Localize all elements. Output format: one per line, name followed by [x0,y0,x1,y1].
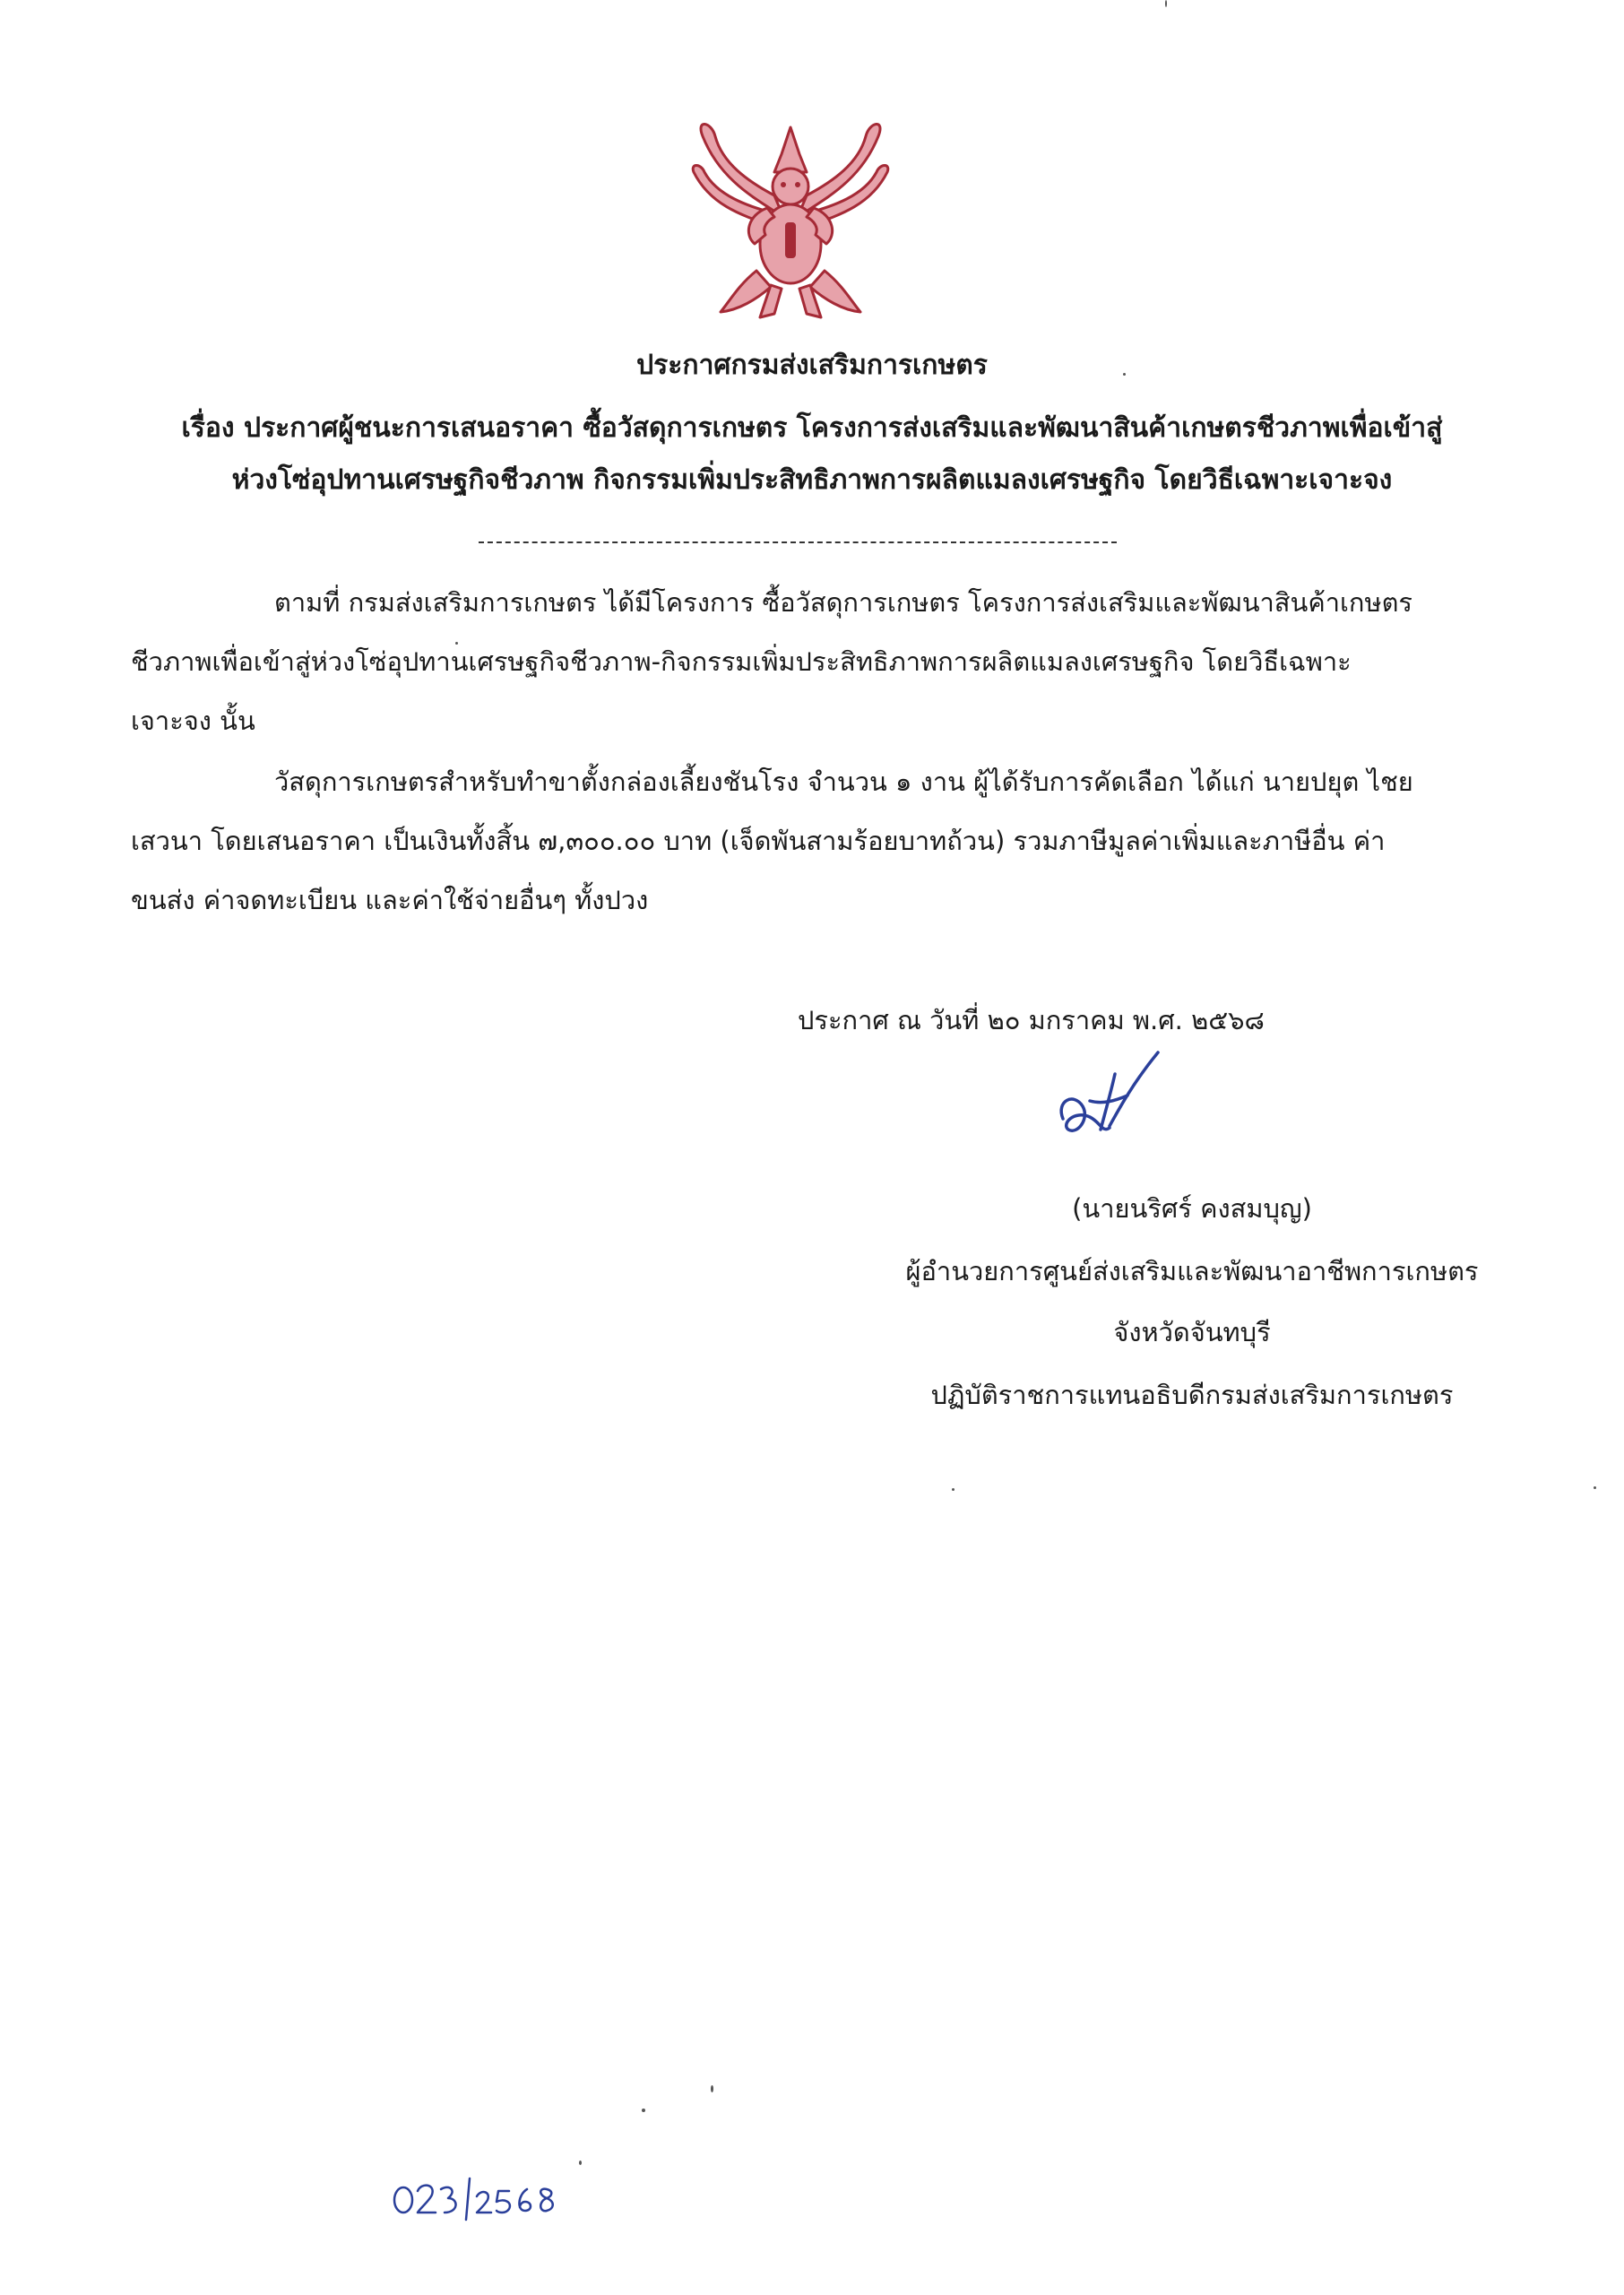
announcement-date: ประกาศ ณ วันที่ ๒๐ มกราคม พ.ศ. ๒๕๖๘ [798,1005,1265,1035]
scan-speck [579,2161,582,2165]
signatory-position-3: ปฏิบัติราชการแทนอธิบดีกรมส่งเสริมการเกษตร [930,1380,1454,1410]
scan-speck [711,2085,713,2092]
para1-line2: ชีวภาพเพื่อเข้าสู่ห่วงโซ่อุปทานเศรษฐกิจชีวภาพ-กิจกรรมเพิ่มประสิทธิภาพการผลิตแมลงเศรษฐกิจ โดยวิธีเฉพาะ [131,646,1352,677]
para1-line1: ตามที่ กรมส่งเสริมการเกษตร ได้มีโครงการ ซื้อวัสดุการเกษตร โครงการส่งเสริมและพัฒนาสินค้าเกษตร [274,587,1413,618]
header-divider [479,541,1117,543]
para2-line2: เสวนา โดยเสนอราคา เป็นเงินทั้งสิ้น ๗,๓๐๐.๐๐ บาท (เจ็ดพันสามร้อยบาทถ้วน) รวมภาษีมูลค่าเพิ่มและภาษีอื่น ค่า [131,826,1386,856]
agency-title: ประกาศกรมส่งเสริมการเกษตร [636,350,988,381]
scan-speck [455,642,458,645]
para2-line1: วัสดุการเกษตรสำหรับทำขาตั้งกล่องเลี้ยงชันโรง จำนวน ๑ งาน ผู้ได้รับการคัดเลือก ได้แก่ นายปยุต ไชย [274,766,1413,797]
subject-line-1: เรื่อง ประกาศผู้ชนะการเสนอราคา ซื้อวัสดุการเกษตร โครงการส่งเสริมและพัฒนาสินค้าเกษตรชีวภาพเพื่อเข้าสู่ [181,412,1443,444]
scan-speck [1123,373,1126,376]
handwritten-number-icon [391,2169,570,2223]
scan-speck [1594,1486,1596,1489]
handwritten-signature-icon [1047,1047,1163,1155]
signatory-name: (นายนริศร์ คงสมบุญ) [1072,1193,1312,1224]
para2-line3: ขนส่ง ค่าจดทะเบียน และค่าใช้จ่ายอื่นๆ ทั้งปวง [131,885,649,915]
scan-speck [952,1488,955,1491]
garuda-emblem-icon [685,109,896,325]
subject-line-2: ห่วงโซ่อุปทานเศรษฐกิจชีวภาพ กิจกรรมเพิ่มประสิทธิภาพการผลิตแมลงเศรษฐกิจ โดยวิธีเฉพาะเจาะจง [231,464,1393,496]
signatory-position-1: ผู้อำนวยการศูนย์ส่งเสริมและพัฒนาอาชีพการเกษตร [905,1256,1479,1286]
scan-speck [1165,0,1167,7]
para1-line3: เจาะจง นั้น [131,706,255,736]
signatory-position-2: จังหวัดจันทบุรี [1113,1317,1271,1347]
scan-speck [642,2109,645,2112]
